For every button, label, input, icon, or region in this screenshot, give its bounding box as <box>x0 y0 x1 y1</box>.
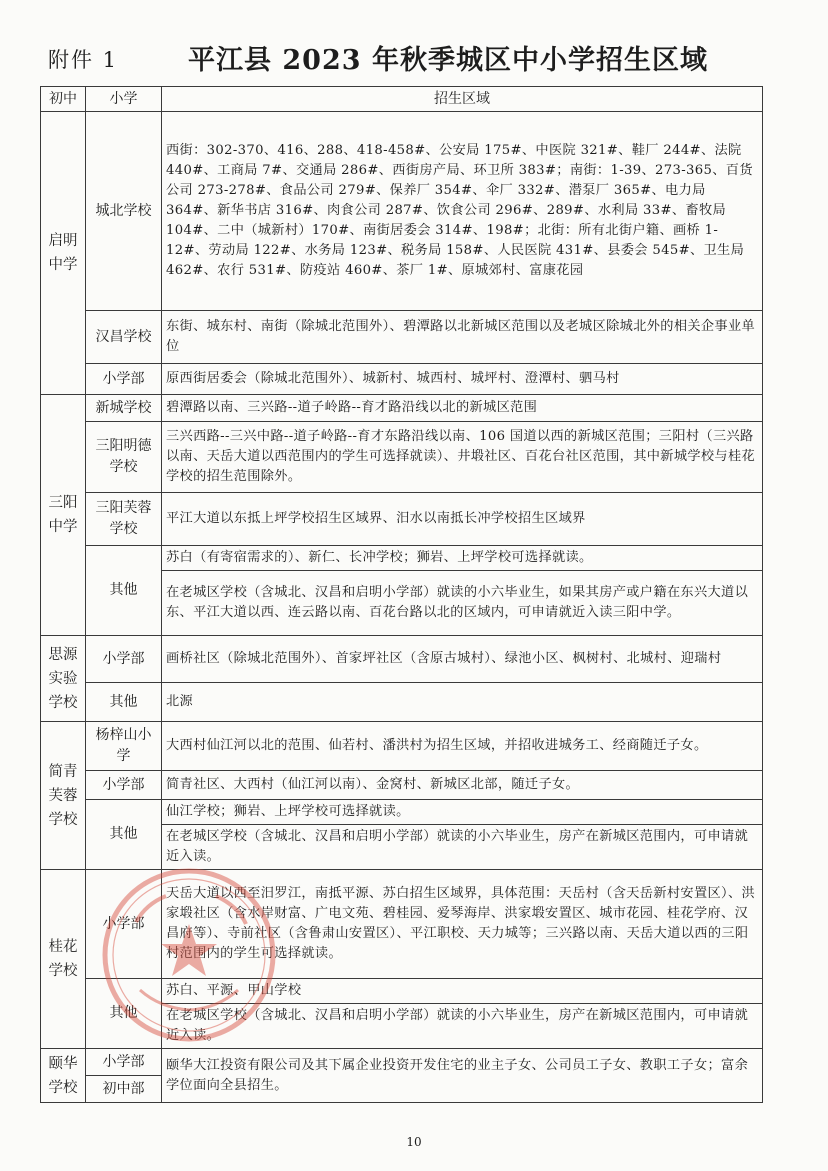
middle-school-sanyang: 三阳中学 <box>41 395 86 636</box>
primary-school-yangzishan: 杨梓山小学 <box>86 722 162 771</box>
middle-school-yihua-chuzhongbu: 初中部 <box>86 1076 162 1103</box>
enrollment-area-mingde: 三兴西路--三兴中路--道子岭路--育才东路沿线以南、106 国道以西的新城区范围；三阳村（三兴路以南、天岳大道以西范围内的学生可选择就读）、井塅社区、百花台社区范围，其中新城学校与桂花学校的招生范围除外。 <box>162 422 763 493</box>
primary-school-guihua-other: 其他 <box>86 979 162 1049</box>
table-row <box>41 493 763 546</box>
table-row <box>41 364 763 395</box>
table-row <box>41 395 763 422</box>
middle-school-yihua: 颐华学校 <box>41 1049 86 1103</box>
enrollment-area-chengbei: 西街：302-370、416、288、418-458#、公安局 175#、中医院 321#、鞋厂 244#、法院 440#、工商局 7#、交通局 286#、西街房产局、环卫所 383#；南街：1-39、273-365、百货公司 273-278#、食品公司 279#、保养厂 354#、伞厂 332#、潜泵厂 365#、电力局 364#、新华书店 316#、肉食公司 287#、饮食公司 296#、289#、水利局 33#、畜牧局 104#、二中（城新村）170#、南街居委会 314#、198#；北街：所有北街户籍、画桥 1-12#、劳动局 122#、水务局 123#、税务局 158#、人民医院 431#、县委会 545#、卫生局 462#、农行 531#、防疫站 460#、茶厂 1#、原城郊村、富康花园 <box>162 112 763 311</box>
enrollment-area-xincheng: 碧潭路以南、三兴路--道子岭路--育才路沿线以北的新城区范围 <box>162 395 763 422</box>
primary-school-xincheng: 新城学校 <box>86 395 162 422</box>
table-row <box>41 979 763 1004</box>
enrollment-area-siyuan-xiaoxuebu: 画桥社区（除城北范围外）、首家坪社区（含原古城村）、绿池小区、枫树村、北城村、迎瑞村 <box>162 636 763 683</box>
primary-school-qiming-xiaoxuebu: 小学部 <box>86 364 162 395</box>
table-row <box>41 771 763 800</box>
table-row <box>41 112 763 311</box>
enrollment-area-guihua-xiaoxuebu: 天岳大道以西至汨罗江，南抵平源、苏白招生区域界，具体范围：天岳村（含天岳新村安置区）、洪家塅社区（含水岸财富、广电文苑、碧桂园、爱琴海岸、洪家塅安置区、城市花园、桂花学府、汉昌府等）、寺前社区（含鲁肃山安置区）、平江职校、天力城等；三兴路以南、天岳大道以西的三阳村范围内的学生可选择就读。 <box>162 870 763 979</box>
enrollment-area-yangzishan: 大西村仙江河以北的范围、仙若村、潘洪村为招生区域，并招收进城务工、经商随迁子女。 <box>162 722 763 771</box>
table-row <box>41 546 763 571</box>
attachment-label: 附件 1 <box>48 48 119 72</box>
enrollment-area-jianqing-xiaoxuebu: 简青社区、大西村（仙江河以南）、金窝村、新城区北部，随迁子女。 <box>162 771 763 800</box>
primary-school-furong: 三阳芙蓉学校 <box>86 493 162 546</box>
enrollment-area-sanyang-other-2: 在老城区学校（含城北、汉昌和启明小学部）就读的小六毕业生，如果其房产或户籍在东兴大道以东、平江大道以西、连云路以南、百花台路以北的区域内，可申请就近入读三阳中学。 <box>162 571 763 636</box>
table-header-row <box>41 87 763 112</box>
table-row <box>41 800 763 825</box>
table-row <box>41 870 763 979</box>
enrollment-area-sanyang-other-1: 苏白（有寄宿需求的）、新仁、长冲学校；狮岩、上坪学校可选择就读。 <box>162 546 763 571</box>
table-row <box>41 422 763 493</box>
enrollment-area-yihua: 颐华大江投资有限公司及其下属企业投资开发住宅的业主子女、公司员工子女、教职工子女；富余学位面向全县招生。 <box>162 1049 763 1103</box>
primary-school-chengbei: 城北学校 <box>86 112 162 311</box>
table-row <box>41 311 763 364</box>
enrollment-area-jianqing-other-1: 仙江学校；狮岩、上坪学校可选择就读。 <box>162 800 763 825</box>
primary-school-mingde: 三阳明德学校 <box>86 422 162 493</box>
column-header-primary-school: 小学 <box>86 87 162 112</box>
primary-school-yihua-xiaoxuebu: 小学部 <box>86 1049 162 1076</box>
table-row <box>41 1049 763 1076</box>
enrollment-area-guihua-other-2: 在老城区学校（含城北、汉昌和启明小学部）就读的小六毕业生，房产在新城区范围内，可申请就近入读。 <box>162 1004 763 1049</box>
document-header <box>0 0 828 84</box>
primary-school-hanchang: 汉昌学校 <box>86 311 162 364</box>
primary-school-siyuan-xiaoxuebu: 小学部 <box>86 636 162 683</box>
primary-school-sanyang-other: 其他 <box>86 546 162 636</box>
table-row <box>41 683 763 722</box>
table-row <box>41 636 763 683</box>
primary-school-guihua-xiaoxuebu: 小学部 <box>86 870 162 979</box>
middle-school-guihua: 桂花学校 <box>41 870 86 1049</box>
primary-school-jianqing-other: 其他 <box>86 800 162 870</box>
middle-school-qiming: 启明中学 <box>41 112 86 395</box>
table-row <box>41 722 763 771</box>
column-header-middle-school: 初中 <box>41 87 86 112</box>
enrollment-area-siyuan-other: 北源 <box>162 683 763 722</box>
enrollment-area-jianqing-other-2: 在老城区学校（含城北、汉昌和启明小学部）就读的小六毕业生，房产在新城区范围内，可申请就近入读。 <box>162 825 763 870</box>
page-number: 10 <box>406 1135 422 1149</box>
enrollment-area-hanchang: 东街、城东村、南街（除城北范围外）、碧潭路以北新城区范围以及老城区除城北外的相关企事业单位 <box>162 311 763 364</box>
enrollment-area-furong: 平江大道以东抵上坪学校招生区域界、汨水以南抵长冲学校招生区域界 <box>162 493 763 546</box>
primary-school-jianqing-xiaoxuebu: 小学部 <box>86 771 162 800</box>
page-title: 平江县 2023 年秋季城区中小学招生区域 <box>188 45 708 76</box>
enrollment-area-table <box>40 86 763 1103</box>
middle-school-jianqing: 简青芙蓉学校 <box>41 722 86 870</box>
enrollment-area-guihua-other-1: 苏白、平源、甲山学校 <box>162 979 763 1004</box>
primary-school-siyuan-other: 其他 <box>86 683 162 722</box>
middle-school-siyuan: 思源实验学校 <box>41 636 86 722</box>
enrollment-area-qiming-xiaoxuebu: 原西街居委会（除城北范围外）、城新村、城西村、城坪村、澄潭村、驷马村 <box>162 364 763 395</box>
column-header-enrollment-area: 招生区域 <box>162 87 763 112</box>
